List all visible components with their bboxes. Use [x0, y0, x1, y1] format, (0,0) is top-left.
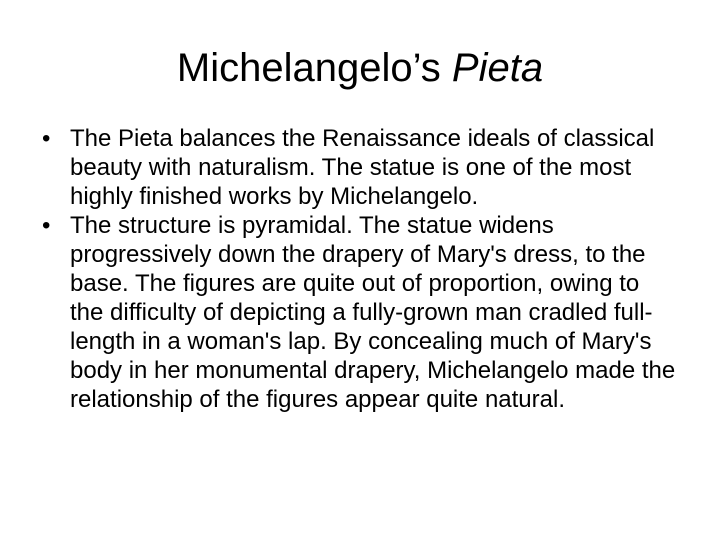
bullet-text: The Pieta balances the Renaissance ideals of classical beauty with naturalism. The statue is one of the most highly finished works by Michelangelo.	[70, 125, 655, 210]
bullet-item	[36, 211, 676, 414]
bullet-marker: •	[42, 212, 51, 239]
bullet-text: The structure is pyramidal. The statue widens progressively down the drapery of Mary's dress, to the base. The figures are quite out of proportion, owing to the difficulty of depicting a fully-grown man cradled full-length in a woman's lap. By concealing much of Mary's body in her monumental drapery, Michelangelo made the relationship of the figures appear quite natural.	[70, 212, 676, 413]
bullet-list	[36, 124, 676, 414]
bullet-marker: •	[42, 125, 51, 152]
slide-title	[0, 42, 720, 94]
title-text: Michelangelo’s	[176, 46, 452, 90]
bullet-item	[36, 124, 676, 211]
title-italic-text: Pieta	[451, 46, 544, 90]
